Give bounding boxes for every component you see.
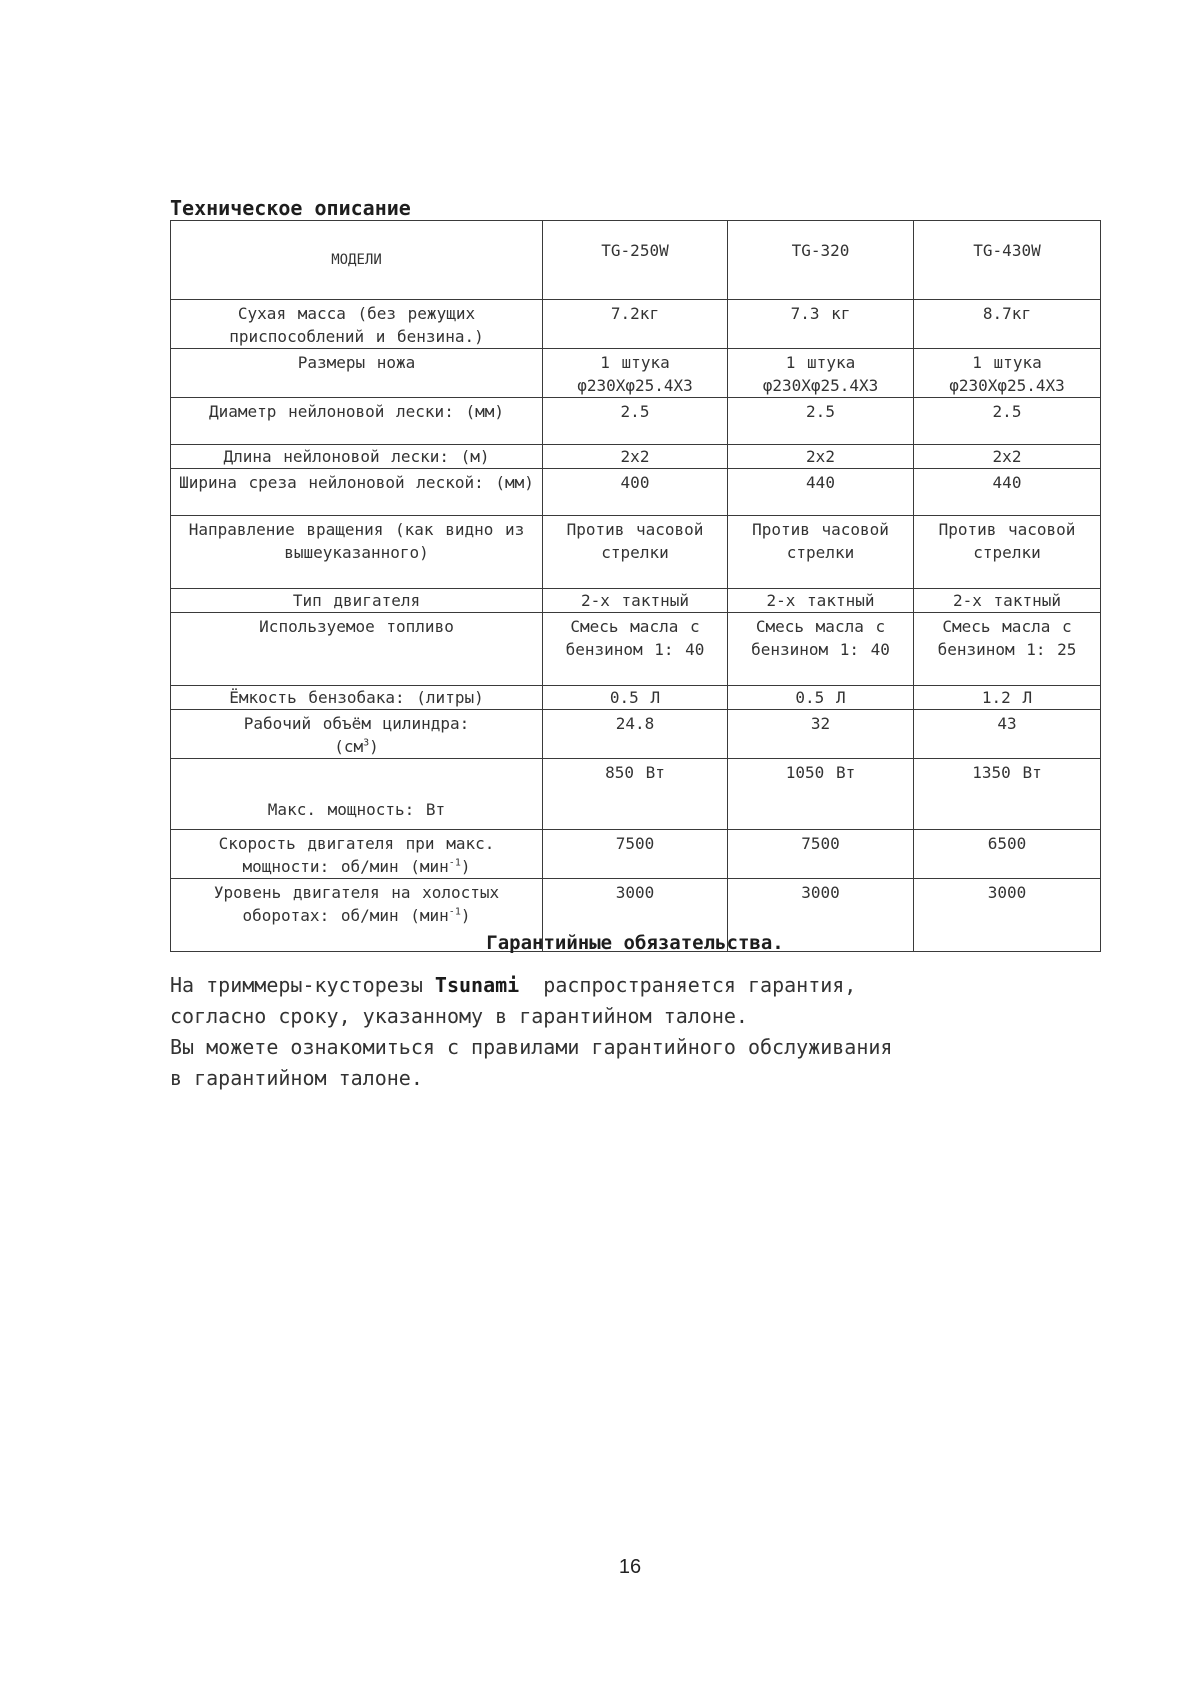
row-value: 440 <box>914 469 1101 516</box>
row-value: Смесь масла с бензином 1: 40 <box>543 613 728 686</box>
row-value: 1350 Вт <box>914 759 1101 830</box>
table-row <box>171 445 1101 469</box>
table-header-row <box>171 221 1101 300</box>
row-value: 2.5 <box>543 398 728 445</box>
row-value: 3000 <box>728 879 914 952</box>
row-label: Ёмкость бензобака: (литры) <box>171 686 543 710</box>
model-header: TG-250W <box>543 221 728 300</box>
row-value: 440 <box>728 469 914 516</box>
row-value: 24.8 <box>543 710 728 759</box>
row-value: 8.7кг <box>914 300 1101 349</box>
row-value: Смесь масла с бензином 1: 25 <box>914 613 1101 686</box>
table-row <box>171 349 1101 398</box>
row-value: 850 Вт <box>543 759 728 830</box>
row-label: Сухая масса (без режущих приспособлений и бензина.) <box>171 300 543 349</box>
superscript: -1 <box>448 857 461 869</box>
row-value: 43 <box>914 710 1101 759</box>
row-value: 6500 <box>914 830 1101 879</box>
row-label: Макс. мощность: Вт <box>171 759 543 830</box>
row-label: Ширина среза нейлоновой леской: (мм) <box>171 469 543 516</box>
brand-name: Tsunami <box>434 973 520 997</box>
spec-table <box>170 220 1101 952</box>
table-row <box>171 830 1101 879</box>
row-label-text: Рабочий объём цилиндра: <box>243 714 470 733</box>
model-header: TG-320 <box>728 221 914 300</box>
row-value: 7.3 кг <box>728 300 914 349</box>
table-row <box>171 398 1101 445</box>
row-value: Смесь масла с бензином 1: 40 <box>728 613 914 686</box>
table-row <box>171 516 1101 589</box>
row-value: 7500 <box>728 830 914 879</box>
row-value: Против часовой стрелки <box>543 516 728 589</box>
row-label-close: ) <box>460 906 471 925</box>
row-value: 32 <box>728 710 914 759</box>
row-value: 2-х тактный <box>543 589 728 613</box>
table-row <box>171 589 1101 613</box>
row-value: 0.5 Л <box>543 686 728 710</box>
superscript: -1 <box>448 906 461 918</box>
table-row <box>171 686 1101 710</box>
row-value: 1 штука φ230Xφ25.4X3 <box>914 349 1101 398</box>
warranty-line <box>170 970 1110 1001</box>
row-label-text: Уровень двигателя на холостых оборотах: об/мин (мин <box>213 883 500 925</box>
row-value: 1050 Вт <box>728 759 914 830</box>
row-label-close: ) <box>460 857 471 876</box>
models-header-cell: МОДЕЛИ <box>171 221 543 300</box>
row-value: 7.2кг <box>543 300 728 349</box>
table-row <box>171 469 1101 516</box>
superscript: 3 <box>363 737 370 749</box>
warranty-line: Вы можете ознакомиться с правилами гарантийного обслуживания <box>170 1035 893 1059</box>
row-label <box>171 710 543 759</box>
table-row <box>171 613 1101 686</box>
table-row <box>171 759 1101 830</box>
row-value: 1 штука φ230Xφ25.4X3 <box>728 349 914 398</box>
row-label: Размеры ножа <box>171 349 543 398</box>
row-label: Тип двигателя <box>171 589 543 613</box>
row-value: Против часовой стрелки <box>914 516 1101 589</box>
row-value: 3000 <box>543 879 728 952</box>
row-label <box>171 830 543 879</box>
row-value: 2-х тактный <box>728 589 914 613</box>
table-row <box>171 300 1101 349</box>
row-value: 1.2 Л <box>914 686 1101 710</box>
warranty-line1-prefix: На триммеры-кусторезы <box>170 973 435 997</box>
table-row <box>171 710 1101 759</box>
section-title: Техническое описание <box>170 196 411 220</box>
row-value: 0.5 Л <box>728 686 914 710</box>
row-label-unit: (см <box>334 737 364 756</box>
row-label: Направление вращения (как видно из вышеуказанного) <box>171 516 543 589</box>
row-value: 2x2 <box>728 445 914 469</box>
warranty-title: Гарантийные обязательства. <box>486 932 784 954</box>
row-label: Длина нейлоновой лески: (м) <box>171 445 543 469</box>
row-label: Диаметр нейлоновой лески: (мм) <box>171 398 543 445</box>
warranty-line: согласно сроку, указанному в гарантийном талоне. <box>170 1004 748 1028</box>
row-value: 1 штука φ230Xφ25.4X3 <box>543 349 728 398</box>
row-value: 7500 <box>543 830 728 879</box>
row-value: 2x2 <box>543 445 728 469</box>
row-value: 2-х тактный <box>914 589 1101 613</box>
warranty-text <box>170 970 1110 1094</box>
row-label-text: Скорость двигателя при макс. мощности: об/мин (мин <box>218 834 495 876</box>
row-value: 2.5 <box>914 398 1101 445</box>
row-value: Против часовой стрелки <box>728 516 914 589</box>
warranty-line: в гарантийном талоне. <box>170 1066 423 1090</box>
row-label: Используемое топливо <box>171 613 543 686</box>
row-value: 2x2 <box>914 445 1101 469</box>
page-number: 16 <box>618 1556 642 1578</box>
row-value: 3000 <box>914 879 1101 952</box>
row-label-unit-close: ) <box>369 737 379 756</box>
model-header: TG-430W <box>914 221 1101 300</box>
row-value: 2.5 <box>728 398 914 445</box>
warranty-line1-suffix: распространяется гарантия, <box>519 973 857 997</box>
row-value: 400 <box>543 469 728 516</box>
